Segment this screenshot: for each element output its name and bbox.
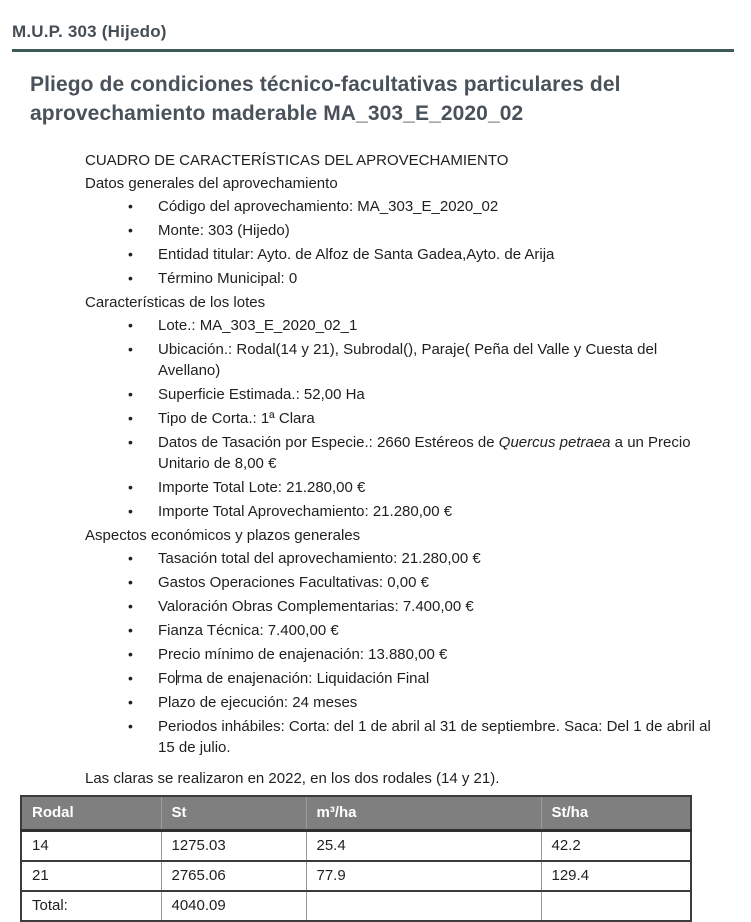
group-title-aspectos-economicos[interactable]: Aspectos económicos y plazos generales (85, 527, 361, 544)
table-header-stha[interactable]: St/ha (541, 796, 691, 831)
table-cell-st[interactable]: 2765.06 (161, 861, 306, 891)
table-row-total (21, 891, 691, 921)
forma-after-caret: rma de enajenación: Liquidación Final (176, 670, 430, 687)
list-item[interactable] (128, 268, 751, 289)
list-item[interactable] (128, 339, 751, 381)
list-item[interactable] (128, 384, 751, 405)
table-cell-m3ha[interactable]: 77.9 (306, 861, 541, 891)
list-item-text: Tipo de Corta.: 1ª Clara (158, 410, 315, 427)
tasacion-prefix: Datos de Tasación por Especie.: 2660 Estéreos de (158, 434, 499, 451)
list-item[interactable] (128, 644, 751, 665)
datos-generales-list (85, 196, 751, 289)
table-row (21, 831, 691, 862)
table-row (21, 861, 691, 891)
list-item[interactable] (128, 596, 751, 617)
bullet-marker: • (128, 246, 133, 262)
list-item[interactable] (128, 220, 751, 241)
bullet-marker: • (128, 670, 133, 686)
list-item-text: Valoración Obras Complementarias: 7.400,00 € (158, 598, 474, 615)
list-item-text: Entidad titular: Ayto. de Alfoz de Santa Gadea,Ayto. de Arija (158, 246, 555, 263)
table-cell-stha[interactable]: 129.4 (541, 861, 691, 891)
table-cell-rodal[interactable]: 14 (21, 831, 161, 862)
document-body (85, 150, 751, 758)
header-divider (12, 49, 734, 52)
bullet-marker: • (128, 718, 133, 734)
table-cell-m3ha[interactable] (306, 891, 541, 921)
mup-header-title[interactable]: M.U.P. 303 (Hijedo) (12, 22, 167, 41)
tasacion-suffix: a un Precio Unitario de 8,00 € (158, 434, 691, 472)
bullet-marker: • (128, 317, 133, 333)
list-item-text: Tasación total del aprovechamiento: 21.280,00 € (158, 550, 481, 567)
group-title-caracteristicas-lotes[interactable]: Características de los lotes (85, 294, 266, 311)
list-item-text (158, 432, 720, 474)
aspectos-economicos-list (85, 548, 751, 758)
list-item-text: Superficie Estimada.: 52,00 Ha (158, 386, 365, 403)
bullet-marker: • (128, 622, 133, 638)
list-item-text: Ubicación.: Rodal(14 y 21), Subrodal(), Paraje( Peña del Valle y Cuesta del Avellano) (158, 341, 658, 379)
note-claras[interactable]: Las claras se realizaron en 2022, en los dos rodales (14 y 21). (85, 770, 500, 787)
list-item[interactable] (128, 572, 751, 593)
species-name-italic: Quercus petraea (498, 434, 611, 451)
table-cell-st[interactable]: 1275.03 (161, 831, 306, 862)
forma-before-caret: Fo (158, 670, 176, 687)
list-item[interactable] (128, 432, 751, 474)
list-item-text: Precio mínimo de enajenación: 13.880,00 € (158, 646, 448, 663)
characteristics-heading[interactable]: CUADRO DE CARACTERÍSTICAS DEL APROVECHAMIENTO (85, 152, 509, 169)
document-title[interactable]: Pliego de condiciones técnico-facultativas particulares del aprovechamiento maderable MA_303_E_2020_02 (30, 73, 621, 125)
list-item[interactable] (128, 501, 751, 522)
bullet-marker: • (128, 410, 133, 426)
bullet-marker: • (128, 598, 133, 614)
list-item[interactable] (128, 620, 751, 641)
list-item[interactable] (128, 315, 751, 336)
list-item-text: Término Municipal: 0 (158, 270, 298, 287)
list-item[interactable] (128, 692, 751, 713)
list-item-text: Importe Total Aprovechamiento: 21.280,00 € (158, 503, 453, 520)
bullet-marker: • (128, 503, 133, 519)
list-item[interactable] (128, 716, 751, 758)
bullet-marker: • (128, 574, 133, 590)
rodales-table-wrap (20, 795, 751, 922)
table-cell-stha[interactable] (541, 891, 691, 921)
list-item-text: Código del aprovechamiento: MA_303_E_2020_02 (158, 198, 499, 215)
table-cell-rodal[interactable]: 21 (21, 861, 161, 891)
rodales-table (20, 795, 692, 922)
table-cell-total-label[interactable]: Total: (21, 891, 161, 921)
list-item[interactable] (128, 477, 751, 498)
bullet-marker: • (128, 270, 133, 286)
list-item[interactable] (128, 408, 751, 429)
list-item[interactable] (128, 548, 751, 569)
bullet-marker: • (128, 434, 133, 450)
list-item-text: Monte: 303 (Hijedo) (158, 222, 290, 239)
table-cell-m3ha[interactable]: 25.4 (306, 831, 541, 862)
bullet-marker: • (128, 341, 133, 357)
table-header-st[interactable]: St (161, 796, 306, 831)
caracteristicas-lotes-list (85, 315, 751, 522)
list-item[interactable] (128, 244, 751, 265)
table-header-m3ha[interactable]: m³/ha (306, 796, 541, 831)
list-item-text: Gastos Operaciones Facultativas: 0,00 € (158, 574, 429, 591)
bullet-marker: • (128, 198, 133, 214)
table-cell-total-st[interactable]: 4040.09 (161, 891, 306, 921)
list-item-text: Fianza Técnica: 7.400,00 € (158, 622, 339, 639)
bullet-marker: • (128, 550, 133, 566)
list-item-text: Plazo de ejecución: 24 meses (158, 694, 358, 711)
list-item-text: Periodos inhábiles: Corta: del 1 de abril al 31 de septiembre. Saca: Del 1 de abril al 15 de julio. (158, 718, 711, 756)
group-title-datos-generales[interactable]: Datos generales del aprovechamiento (85, 175, 338, 192)
bullet-marker: • (128, 479, 133, 495)
bullet-marker: • (128, 694, 133, 710)
list-item[interactable] (128, 196, 751, 217)
bullet-marker: • (128, 386, 133, 402)
bullet-marker: • (128, 646, 133, 662)
list-item[interactable] (128, 668, 751, 689)
list-item-text: Lote.: MA_303_E_2020_02_1 (158, 317, 358, 334)
table-header-rodal[interactable]: Rodal (21, 796, 161, 831)
table-header-row (21, 796, 691, 831)
table-cell-stha[interactable]: 42.2 (541, 831, 691, 862)
bullet-marker: • (128, 222, 133, 238)
list-item-text (158, 668, 429, 689)
list-item-text: Importe Total Lote: 21.280,00 € (158, 479, 366, 496)
page-header (0, 0, 751, 42)
